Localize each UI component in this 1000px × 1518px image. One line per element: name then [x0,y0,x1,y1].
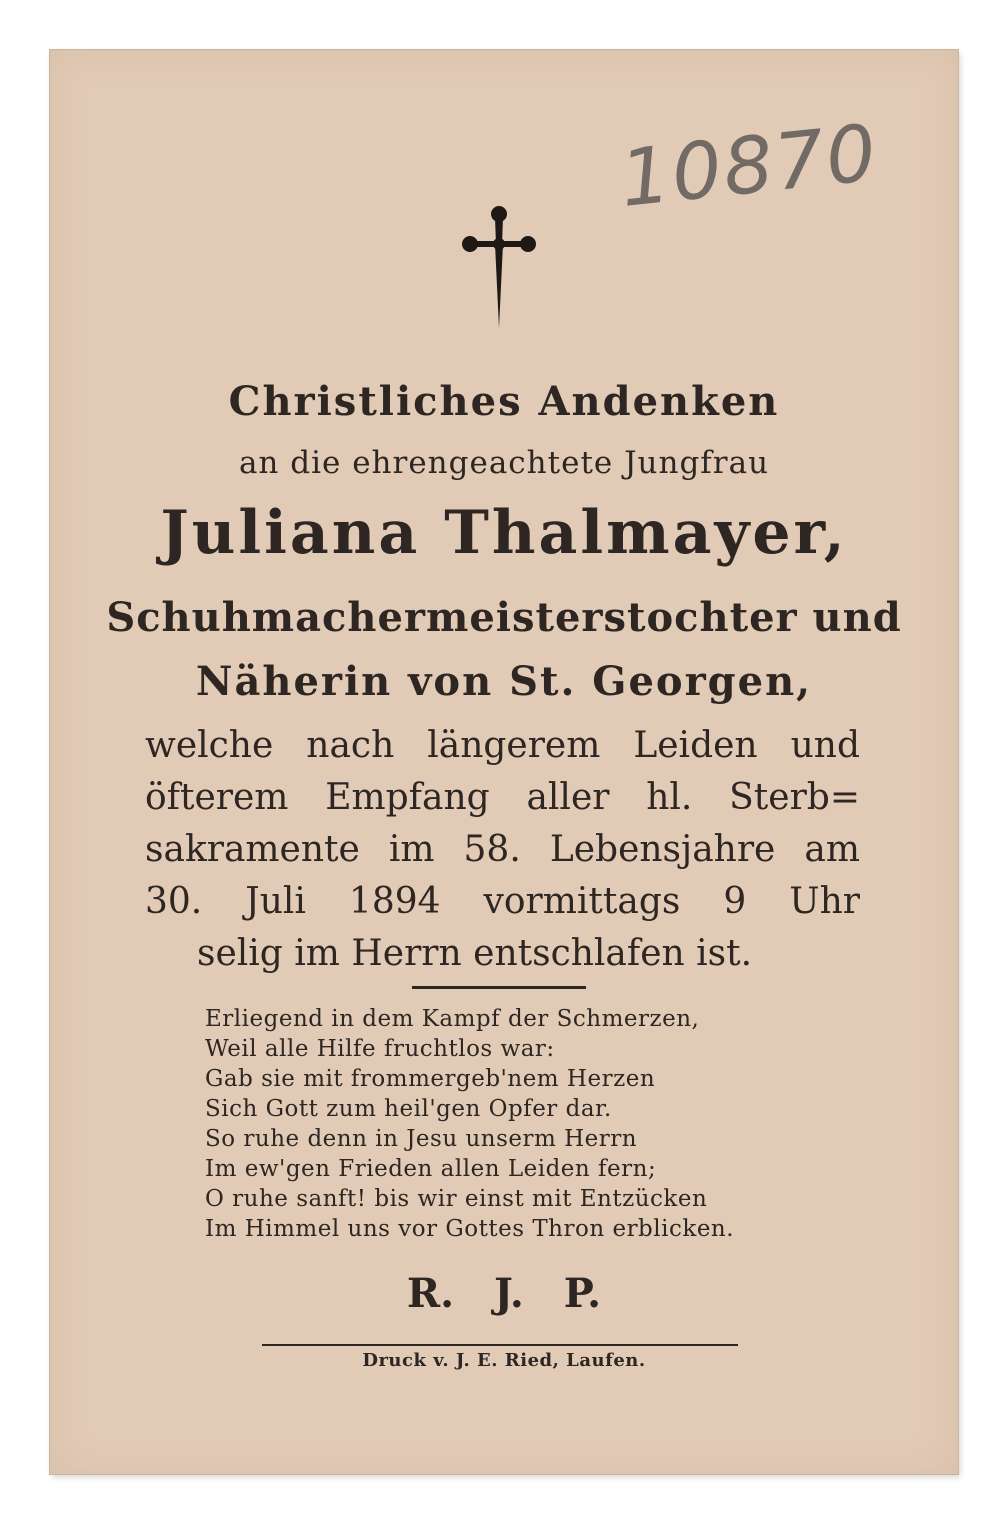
handwritten-number: 10870 [616,108,883,225]
body-line: sakramente im 58. Lebensjahre am [145,829,860,870]
divider-rule [412,986,586,989]
poem-line: Erliegend in dem Kampf der Schmerzen, [205,1006,700,1032]
body-line: welche nach längerem Leiden und [145,725,860,766]
occupation-line-1: Schuhmachermeisterstochter und [106,594,902,641]
cross-icon [462,204,536,330]
poem-line: Gab sie mit frommergeb'nem Herzen [205,1066,656,1092]
rip-closing: R. J. P. [406,1270,602,1317]
body-line: 30. Juli 1894 vormittags 9 Uhr [145,881,860,922]
poem-line: Weil alle Hilfe fruchtlos war: [205,1036,555,1062]
death-notice-text [145,720,860,980]
body-line: selig im Herrn entschlafen ist. [197,933,753,974]
memorial-poem [205,1004,845,1244]
poem-line: Im Himmel uns vor Gottes Thron erblicken. [205,1216,735,1242]
poem-line: Sich Gott zum heil'gen Opfer dar. [205,1096,612,1122]
card-title: Christliches Andenken [228,378,780,425]
poem-line: Im ew'gen Frieden allen Leiden fern; [205,1156,657,1182]
printer-imprint: Druck v. J. E. Ried, Laufen. [362,1350,646,1371]
card-subtitle: an die ehrengeachtete Jungfrau [238,445,770,481]
body-line: öfterem Empfang aller hl. Sterb= [145,777,860,818]
poem-line: O ruhe sanft! bis wir einst mit Entzücken [205,1186,708,1212]
footer-rule [262,1344,738,1346]
deceased-name: Juliana Thalmayer, [160,498,848,568]
poem-line: So ruhe denn in Jesu unserm Herrn [205,1126,638,1152]
occupation-line-2: Näherin von St. Georgen, [195,658,813,705]
